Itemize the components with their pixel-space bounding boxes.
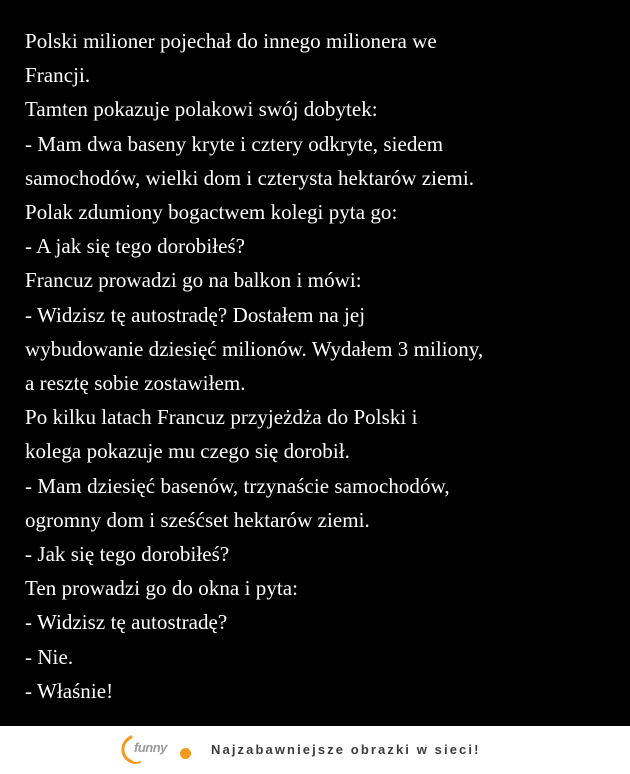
joke-line: Francuz prowadzi go na balkon i mówi: [25, 268, 362, 293]
joke-line: - Mam dwa baseny kryte i cztery odkryte, siedem [25, 131, 444, 156]
joke-line: - A jak się tego dorobiłeś? [25, 234, 246, 259]
logo-wordmark: funny [134, 740, 167, 755]
joke-line: Ten prowadzi go do okna i pyta: [25, 576, 299, 601]
joke-line: Polski milioner pojechał do innego milionera we [25, 29, 437, 53]
logo-dot-icon [180, 748, 191, 759]
joke-line: - Widzisz tę autostradę? [25, 610, 228, 635]
joke-line: Francji. [25, 63, 91, 88]
joke-text [25, 24, 615, 708]
joke-line: - Jak się tego dorobiłeś? [25, 542, 230, 567]
site-logo[interactable] [118, 731, 198, 767]
joke-line: - Właśnie! [25, 678, 114, 703]
watermark-footer [0, 726, 630, 774]
joke-line: Tamten pokazuje polakowi swój dobytek: [25, 97, 378, 122]
joke-line: - Nie. [25, 644, 74, 669]
joke-line: kolega pokazuje mu czego się dorobił. [25, 439, 350, 464]
footer-tagline: Najzabawniejsze obrazki w sieci! [211, 742, 481, 757]
joke-line: - Mam dziesięć basenów, trzynaście samochodów, [25, 473, 450, 498]
joke-line: ogromny dom i sześćset hektarów ziemi. [25, 507, 370, 532]
joke-line: - Widzisz tę autostradę? Dostałem na jej [25, 302, 366, 327]
joke-line: wybudowanie dziesięć milionów. Wydałem 3 miliony, [25, 336, 484, 361]
joke-line: samochodów, wielki dom i czterysta hektarów ziemi. [25, 165, 475, 190]
joke-line: a resztę sobie zostawiłem. [25, 371, 246, 396]
joke-line: Polak zdumiony bogactwem kolegi pyta go: [25, 200, 398, 225]
joke-line: Po kilku latach Francuz przyjeżdża do Polski i [25, 405, 418, 430]
